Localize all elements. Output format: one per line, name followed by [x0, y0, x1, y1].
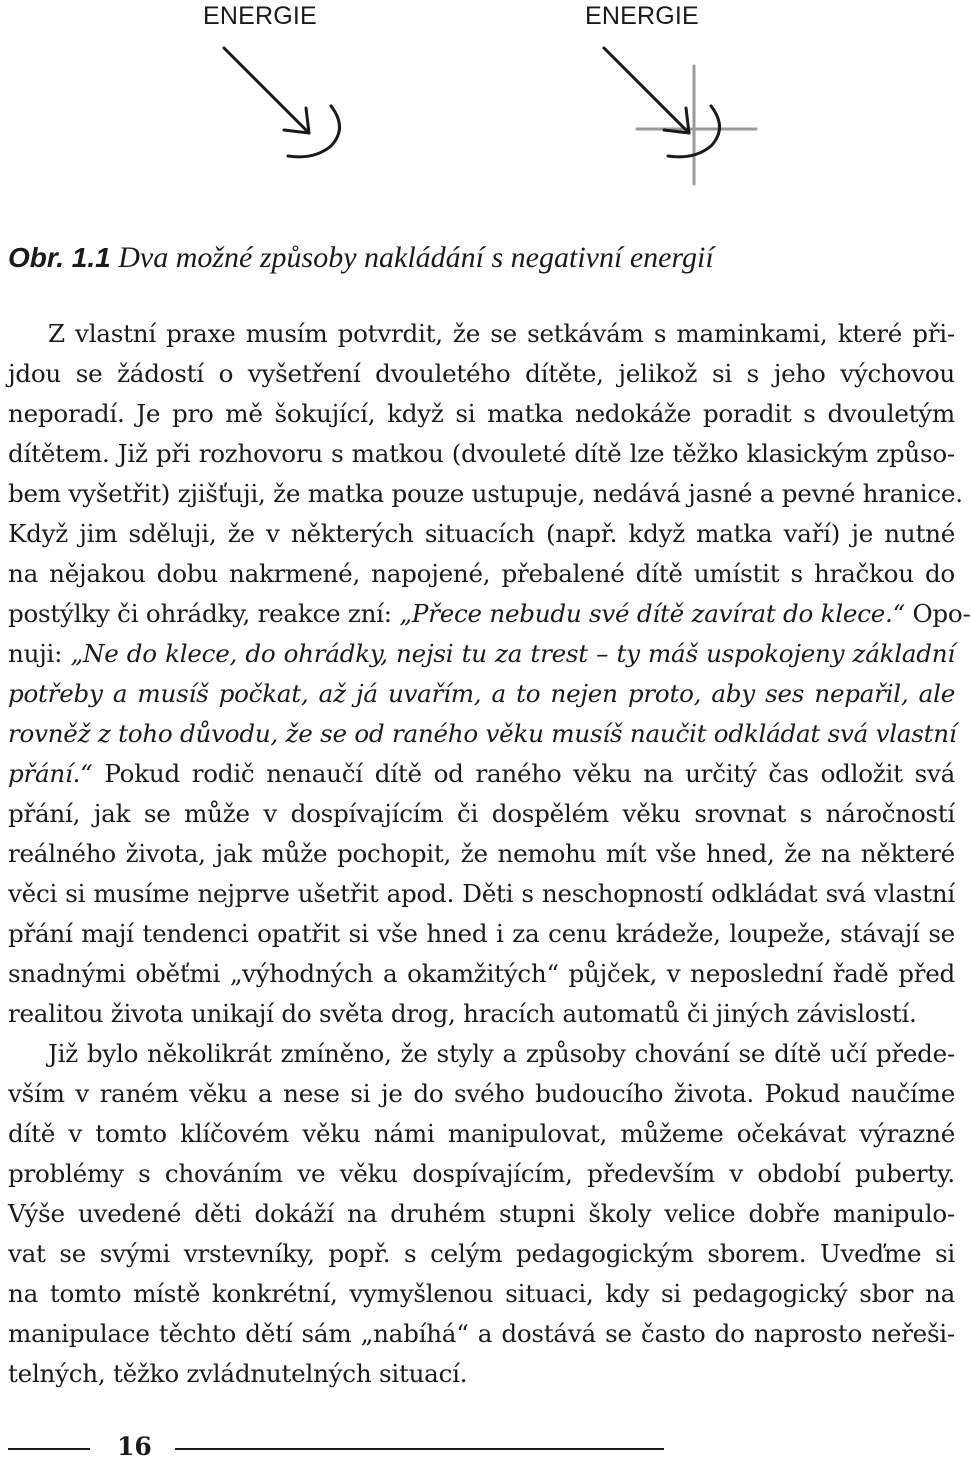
text-line: [8, 954, 955, 994]
energy-label-right: ENERGIE: [585, 2, 699, 30]
text-line: [8, 594, 971, 634]
text-line: [8, 354, 955, 394]
text-line: [8, 1234, 955, 1274]
text-span: jdou se žádostí o vyšetření dvouletého dítěte, jelikož si s jeho výchovou: [8, 359, 955, 388]
page-number: 16: [117, 1432, 152, 1461]
italic-text: potřeby a musíš počkat, až já uvařím, a to nejen proto, aby ses nepařil, ale: [8, 679, 955, 708]
text-span: na tomto místě konkrétní, vymyšlenou situaci, kdy si pedagogický sbor na: [8, 1279, 955, 1308]
text-span: vat se svými vrstevníky, popř. s celým pedagogickým sborem. Uveďme si: [8, 1239, 955, 1268]
text-line: [8, 1314, 955, 1354]
text-line: [8, 1194, 955, 1234]
text-line: [8, 874, 955, 914]
text-span: problémy s chováním ve věku dospívajícím, především v období puberty.: [8, 1159, 955, 1188]
text-line: [8, 994, 955, 1034]
text-span: telných, těžko zvládnutelných situací.: [8, 1359, 468, 1388]
text-line: [8, 674, 955, 714]
energy-figure: [0, 0, 960, 230]
text-span: přání, jak se může v dospívajícím či dospělém věku srovnat s náročností: [8, 799, 955, 828]
text-span: dítě v tomto klíčovém věku námi manipulovat, můžeme očekávat výrazné: [8, 1119, 955, 1148]
text-line: [8, 314, 955, 354]
energy-label-left: ENERGIE: [203, 2, 317, 30]
text-line: [8, 834, 955, 874]
absorbed-arrow: [224, 48, 340, 157]
figure-caption: [8, 238, 953, 278]
text-span: věci si musíme nejprve ušetřit apod. Děti s neschopností odkládat svá vlastní: [8, 879, 955, 908]
footer-rule-right: [175, 1448, 664, 1450]
text-span: manipulace těchto dětí sám „nabíhá“ a dostává se často do naprosto neřeši-: [8, 1319, 955, 1348]
page-footer: [0, 1430, 960, 1469]
italic-text: přání.“: [8, 759, 93, 788]
text-line: [8, 1074, 955, 1114]
text-span: Pokud rodič nenaučí dítě od raného věku na určitý čas odložit svá: [92, 759, 955, 788]
text-span: Když jim sděluji, že v některých situacích (např. když matka vaří) je nutné: [8, 519, 955, 548]
text-span: realitou života unikají do světa drog, hracích automatů či jiných závislostí.: [8, 999, 917, 1028]
figure-caption-text: Dva možné způsoby nakládání s negativní energií: [118, 241, 714, 274]
text-span: přání mají tendenci opatřit si vše hned i za cenu krádeže, loupeže, stávají se: [8, 919, 955, 948]
text-line: [8, 1154, 955, 1194]
text-span: dítětem. Již při rozhovoru s matkou (dvouleté dítě lze těžko klasickým způso-: [8, 439, 955, 468]
text-line: [8, 634, 955, 674]
blocked-arrow: [604, 48, 756, 184]
text-span: na nějakou dobu nakrmené, napojené, přebalené dítě umístit s hračkou do: [8, 559, 955, 588]
text-line: [8, 754, 955, 794]
italic-text: „Přece nebudu své dítě zavírat do klece.“: [399, 599, 905, 628]
energy-diagram: [0, 0, 960, 230]
text-span: postýlky či ohrádky, reakce zní:: [8, 599, 400, 628]
italic-text: rovněž z toho důvodu, že se od raného věku musíš naučit odkládat svá vlastní: [8, 719, 957, 748]
text-span: neporadí. Je pro mě šokující, když si matka nedokáže poradit s dvouletým: [8, 399, 955, 428]
text-span: vším v raném věku a nese si je do svého budoucího života. Pokud naučíme: [8, 1079, 955, 1108]
text-span: Výše uvedené děti dokáží na druhém stupni školy velice dobře manipulo-: [8, 1199, 955, 1228]
text-line: [8, 1274, 955, 1314]
text-line: [8, 474, 963, 514]
text-span: Opo-: [904, 599, 971, 628]
text-line: [8, 794, 955, 834]
text-line: [8, 434, 955, 474]
italic-text: „Ne do klece, do ohrádky, nejsi tu za trest – ty máš uspokojeny základní: [70, 639, 955, 668]
text-line: [8, 554, 955, 594]
text-line: [8, 914, 955, 954]
text-line: [8, 394, 955, 434]
figure-number: Obr. 1.1: [8, 242, 111, 273]
body-text: [8, 314, 971, 1394]
text-span: reálného života, jak může pochopit, že nemohu mít vše hned, že na některé: [8, 839, 955, 868]
text-span: snadnými oběťmi „výhodných a okamžitých“ půjček, v neposlední řadě před: [8, 959, 955, 988]
text-line: [8, 714, 955, 754]
text-span: Již bylo několikrát zmíněno, že styly a způsoby chování se dítě učí přede-: [48, 1039, 955, 1068]
footer-rule-left: [8, 1448, 90, 1450]
text-line: [8, 514, 955, 554]
text-span: bem vyšetřit) zjišťuji, že matka pouze ustupuje, nedává jasné a pevné hranice.: [8, 479, 963, 508]
text-line: [8, 1114, 955, 1154]
text-line: [8, 1034, 955, 1074]
text-span: nuji:: [8, 639, 71, 668]
text-line: [8, 1354, 955, 1394]
text-span: Z vlastní praxe musím potvrdit, že se setkávám s maminkami, které při-: [48, 319, 955, 348]
